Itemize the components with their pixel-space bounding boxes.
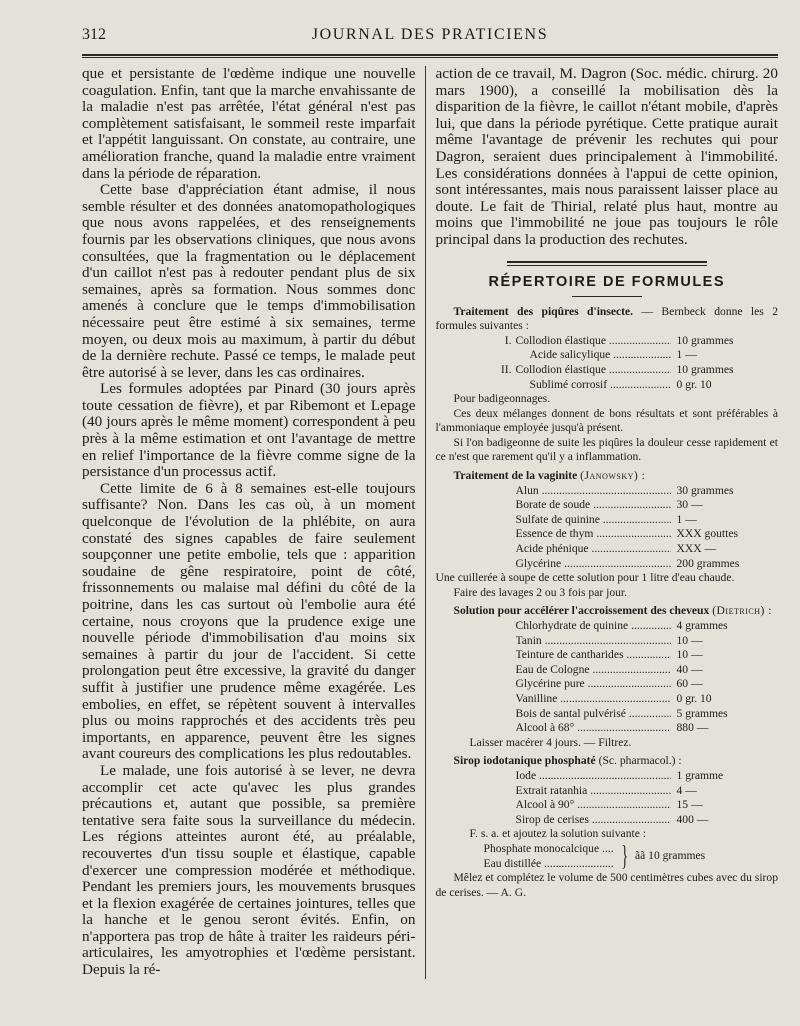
- recipe-title: Sirop iodotanique phosphaté: [453, 754, 596, 768]
- recipe-hair-growth: [436, 604, 779, 750]
- recipe-note: Ces deux mélanges donnent de bons résultats et sont préférables à l'ammoniaque employée jusqu'à présent.: [435, 406, 778, 435]
- recipe-final-note: Mêlez et complétez le volume de 500 centimètres cubes avec du sirop de cerises. — A. G.: [435, 871, 778, 899]
- recipe-instruction: F. s. a. et ajoutez la solution suivante :: [469, 827, 646, 841]
- section-title: RÉPERTOIRE DE FORMULES: [488, 273, 726, 290]
- brace-ingredient: Eau distillée .....: [484, 857, 614, 872]
- ingredient-row: Glycérine pure ..... 60 —: [436, 677, 779, 692]
- ingredient-row: Alcool à 90° ..... 15 —: [436, 798, 779, 813]
- page-number: 312: [82, 26, 106, 43]
- ingredient-row: I. Collodion élastique ..... 10 grammes: [436, 334, 779, 349]
- ingredient-row: Essence de thym ..... XXX gouttes: [436, 527, 779, 542]
- ingredient-row: Eau de Cologne ..... 40 —: [436, 663, 779, 678]
- ingredient-row: Alun ..... 30 grammes: [436, 484, 779, 499]
- page-header: [82, 26, 778, 52]
- ingredient-row: Borate de soude ..... 30 —: [436, 498, 779, 513]
- ingredient-row: Extrait ratanhia ..... 4 —: [436, 784, 779, 799]
- two-column-body: [82, 66, 778, 979]
- ingredient-row: Sirop de cerises ..... 400 —: [436, 813, 779, 828]
- ingredient-row: Acide salicylique ..... 1 —: [436, 348, 779, 363]
- ingredient-row: Iode ..... 1 gramme: [436, 769, 779, 784]
- recipe-note: Pour badigeonnages.: [453, 392, 551, 406]
- recipe-author: (Sc. pharmacol.) :: [598, 754, 682, 768]
- ingredient-row: Vanilline ..... 0 gr. 10: [436, 692, 779, 707]
- paragraph: que et persistante de l'œdème indique une nouvelle coagulation. Enfin, tant que la marche envahissante de la maladie n'est pas arrêtée, l'état général n'est pas complètement satisfaisant, le sommeil reste imparfait et l'appétit languissant. On constate, au contraire, une amélioration franche, quand la maladie entre vraiment dans la période de réparation.: [82, 65, 416, 182]
- title-underline: [572, 296, 642, 297]
- recipe-insect-bites: [436, 305, 779, 466]
- ingredient-row: II. Collodion élastique ..... 10 grammes: [436, 363, 779, 378]
- recipe-title: Traitement de la vaginite: [453, 469, 578, 483]
- paragraph: Cette base d'appréciation étant admise, il nous semble résulter et des données anatomopathologiques que nous avons rappelées, et des renseignements fournis par les observations cliniques, que nous avons consultées, que la fragmentation ou le déplacement d'un caillot n'est pas à redouter pendant plus de six semaines, après sa formation. Nous sommes donc amenés à conclure que le temps d'immobilisation nécessaire peut être estimé à six semaines, terme moyen, ou deux mois au maximum, à partir du début de la dernière rechute. Passé ce temps, le malade peut être autorisé à se lever, dans les cas ordinaires.: [82, 181, 416, 381]
- paragraph: Le malade, une fois autorisé à se lever, ne devra accomplir cet acte qu'avec les plus grandes précautions et, autant que possible, sa première tentative sera faite sous la surveillance du médecin. Les régions atteintes auront été, au préalable, recouvertes d'un tissu souple et élastique, capable d'exercer une compression modérée et méthodique. Pendant les premiers jours, les mouvements brusques et la flexion exagérée de certaines jointures, telles que la hanche et le genou seront évités. Enfin, on n'apportera pas trop de hâte à traiter les raideurs péri-articulaires, les amyotrophies et l'œdème persistant. Depuis la ré-: [82, 761, 416, 979]
- ingredient-row: Sulfate de quinine ..... 1 —: [436, 513, 779, 528]
- recipe-author: (Dietrich) :: [712, 604, 772, 618]
- recipe-note: Faire des lavages 2 ou 3 fois par jour.: [453, 585, 628, 599]
- recipe-vaginitis: [436, 469, 779, 600]
- ingredient-row: Teinture de cantharides ..... 10 —: [436, 648, 779, 663]
- recipe-title: Traitement des piqûres d'insecte.: [453, 304, 634, 318]
- section-rule: [507, 261, 707, 266]
- ingredient-row: Glycérine ..... 200 grammes: [436, 557, 779, 572]
- ingredient-row: Bois de santal pulvérisé ..... 5 grammes: [436, 707, 779, 722]
- curly-brace: }: [620, 840, 628, 872]
- brace-ingredient: Phosphate monocalcique .....: [484, 842, 614, 857]
- recipe-author: (Janowsky) :: [580, 469, 646, 483]
- recipe-title: Solution pour accélérer l'accroissement des cheveux: [453, 604, 710, 618]
- ingredient-row: Sublimé corrosif ..... 0 gr. 10: [436, 378, 779, 393]
- recipe-note: Si l'on badigeonne de suite les piqûres la douleur cesse rapidement et ce n'est que rarement qu'il y a inflammation.: [435, 435, 778, 464]
- paragraph: Cette limite de 6 à 8 semaines est-elle toujours suffisante? Non. Dans les cas où, à un moment quelconque de l'évolution de la phlébite, on aura constaté des signes capables de faire seulement soupçonner une petite embolie, tels que : apparition soudaine de gêne respiratoire, point de côté, frissonnements ou malaise mal défini du côté de la poitrine, dans les cas surtout où l'embolie aura été certaine, nous croyons que la prudence exige une nouvelle période d'immobilisation d'au moins six semaines à partir du jour de l'accident. Si cette prolongation peut être excessive, la gravité du danger suffit à justifier une prudence même exagérée. Les embolies, en effet, se répètent souvent à intervalles plus ou moins rapprochés et des accidents très peu importants, en apparence, peuvent être les signes avant coureurs des complications les plus redoutables.: [82, 479, 416, 763]
- left-column: [82, 66, 426, 979]
- brace-quantity: ãã 10 grammes: [634, 849, 706, 863]
- brace-ingredient-group: [436, 842, 779, 871]
- paragraph: Les formules adoptées par Pinard (30 jours après toute cessation de fièvre), et par Ribemont et Lepage (40 jours après le même moment) correspondent à peu près à la même estimation et ont l'avantage de mettre en relief l'importance de la fièvre comme signe de la persistance d'un processus actif.: [82, 380, 416, 481]
- ingredient-row: Chlorhydrate de quinine ..... 4 grammes: [436, 619, 779, 634]
- running-title: JOURNAL DES PRATICIENS: [311, 26, 549, 43]
- recipe-intro: — Bernbeck donne les 2 formules suivantes :: [435, 304, 778, 333]
- recipe-note: Une cuillerée à soupe de cette solution pour 1 litre d'eau chaude.: [435, 571, 735, 585]
- recipe-iodotannic-syrup: [436, 754, 779, 900]
- ingredient-row: Tanin ..... 10 —: [436, 634, 779, 649]
- header-rule: [82, 54, 778, 58]
- paragraph: action de ce travail, M. Dagron (Soc. médic. chirurg. 20 mars 1900), a conseillé la mobilisation dès la disparition de la fièvre, le caillot n'étant mobile, d'après lui, que dans la période pyrétique. Cette pratique aurait même l'avantage de prévenir les rechutes qui pour Dagron, seraient dues principalement à l'immobilité. Les considérations données à l'appui de cette opinion, sont intéressantes, mais nous paraissent laisser place au doute. Le fait de Thirial, relaté plus haut, montre au moins que l'immobilité ne joue pas toujours le rôle principal dans la production des rechutes.: [435, 65, 778, 248]
- recipe-note: Laisser macérer 4 jours. — Filtrez.: [469, 735, 632, 749]
- ingredient-row: Alcool à 68° ..... 880 —: [436, 721, 779, 736]
- right-column: [426, 66, 779, 979]
- ingredient-row: Acide phénique ..... XXX —: [436, 542, 779, 557]
